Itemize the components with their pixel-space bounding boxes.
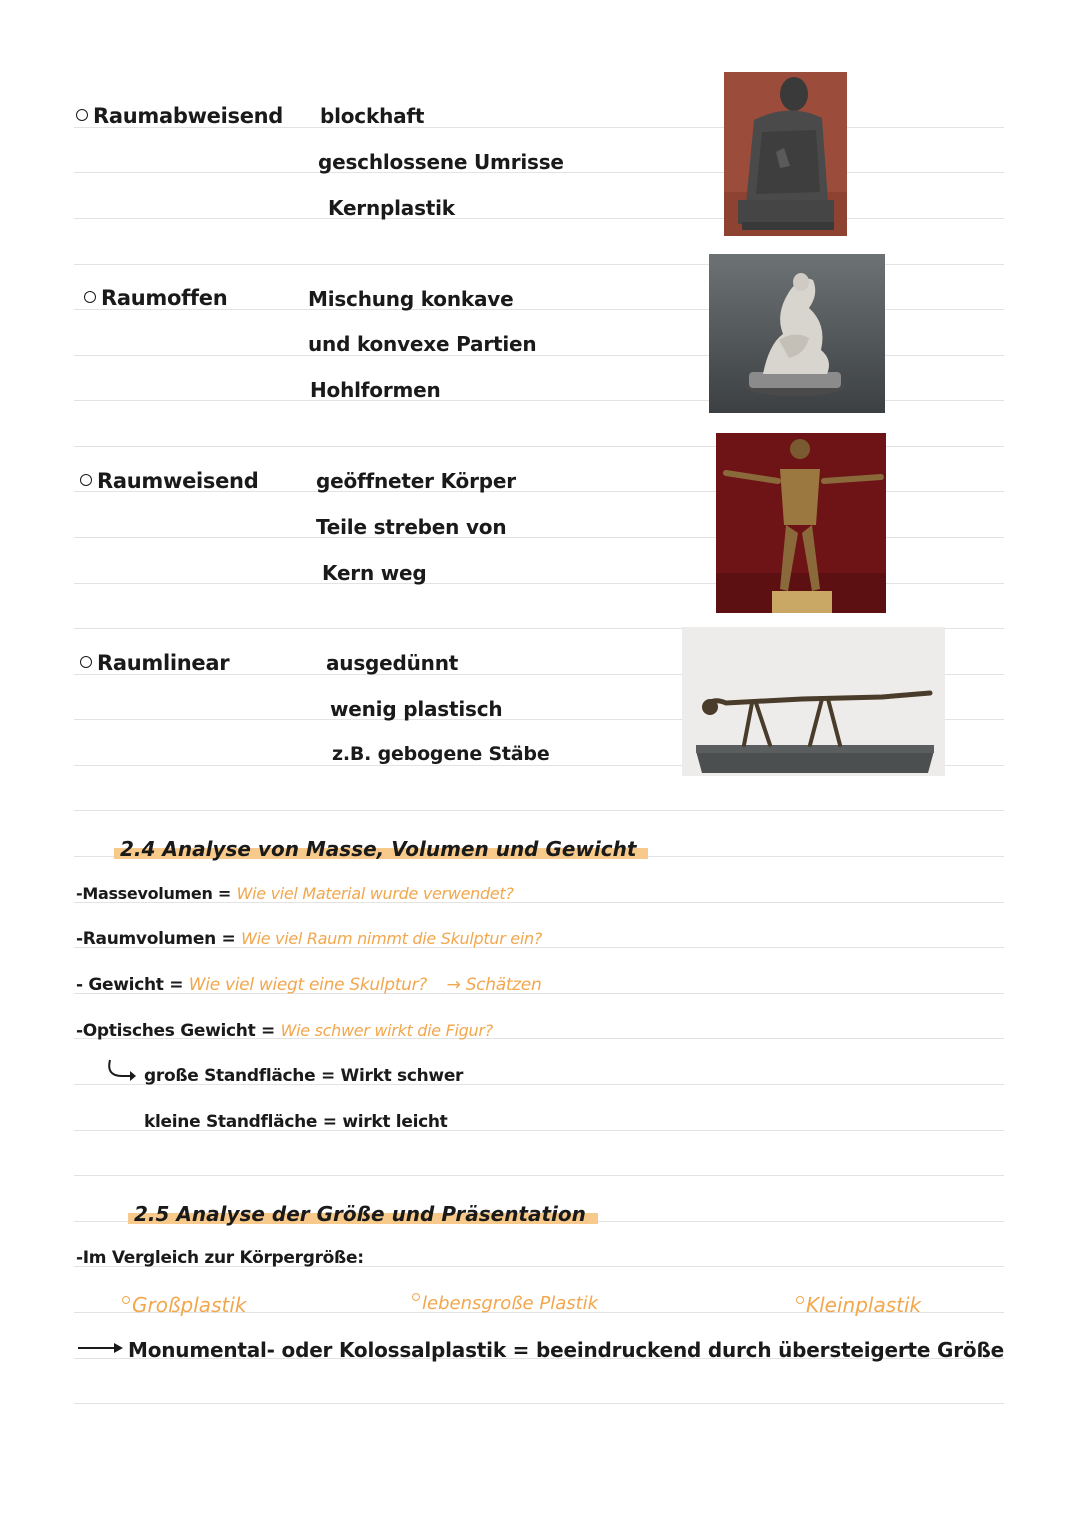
bullet-circle-icon (80, 656, 92, 668)
size-option: Kleinplastik (796, 1293, 921, 1317)
description-line: Kern weg (322, 561, 427, 585)
category-label: Raumoffen (84, 286, 227, 310)
bullet-circle-icon (76, 109, 88, 121)
description-line: und konvexe Partien (308, 332, 537, 356)
size-option: Großplastik (122, 1293, 246, 1317)
block-statue-photo (724, 72, 847, 236)
curved-arrow-right-icon (104, 1058, 140, 1088)
bullet-circle-icon (122, 1296, 130, 1304)
description-line: geschlossene Umrisse (318, 150, 564, 174)
bullet-circle-icon (84, 291, 96, 303)
category-label: Raumlinear (80, 651, 229, 675)
list-item: -Raumvolumen = Wie viel Raum nimmt die Skulptur ein? (76, 929, 542, 949)
bullet-circle-icon (80, 474, 92, 486)
arrow-right-icon (78, 1340, 124, 1360)
section-heading: 2.4 Analyse von Masse, Volumen und Gewicht (114, 838, 648, 860)
note-line: große Standfläche = Wirkt schwer (144, 1066, 464, 1086)
description-line: geöffneter Körper (316, 469, 516, 493)
category-label: Raumabweisend (76, 104, 283, 128)
description-line: Kernplastik (328, 196, 455, 220)
note-line: kleine Standfläche = wirkt leicht (144, 1112, 448, 1132)
bullet-circle-icon (412, 1293, 420, 1301)
marble-group-sculpture-photo (709, 254, 885, 413)
description-line: ausgedünnt (326, 651, 459, 675)
size-option: lebensgroße Plastik (412, 1293, 598, 1314)
description-line: Teile streben von (316, 515, 507, 539)
list-item: -Optisches Gewicht = Wie schwer wirkt die Figur? (76, 1021, 493, 1041)
description-line: z.B. gebogene Stäbe (332, 743, 550, 765)
description-line: Mischung konkave (308, 287, 514, 311)
description-line: Hohlformen (310, 378, 441, 402)
bronze-figure-photo (716, 433, 886, 613)
description-line: blockhaft (320, 104, 425, 128)
section-heading: 2.5 Analyse der Größe und Präsentation (128, 1203, 598, 1225)
thin-bronze-cat-photo (682, 627, 945, 776)
description-line: wenig plastisch (330, 697, 503, 721)
list-item: -Massevolumen = Wie viel Material wurde verwendet? (76, 884, 514, 903)
list-item: - Gewicht = Wie viel wiegt eine Skulptur? → Schätzen (76, 975, 542, 995)
bullet-circle-icon (796, 1296, 804, 1304)
category-label: Raumweisend (80, 469, 258, 493)
intro-line: -Im Vergleich zur Körpergröße: (76, 1248, 364, 1268)
conclusion-line: Monumental- oder Kolossalplastik = beeindruckend durch übersteigerte Größe (128, 1338, 1005, 1362)
